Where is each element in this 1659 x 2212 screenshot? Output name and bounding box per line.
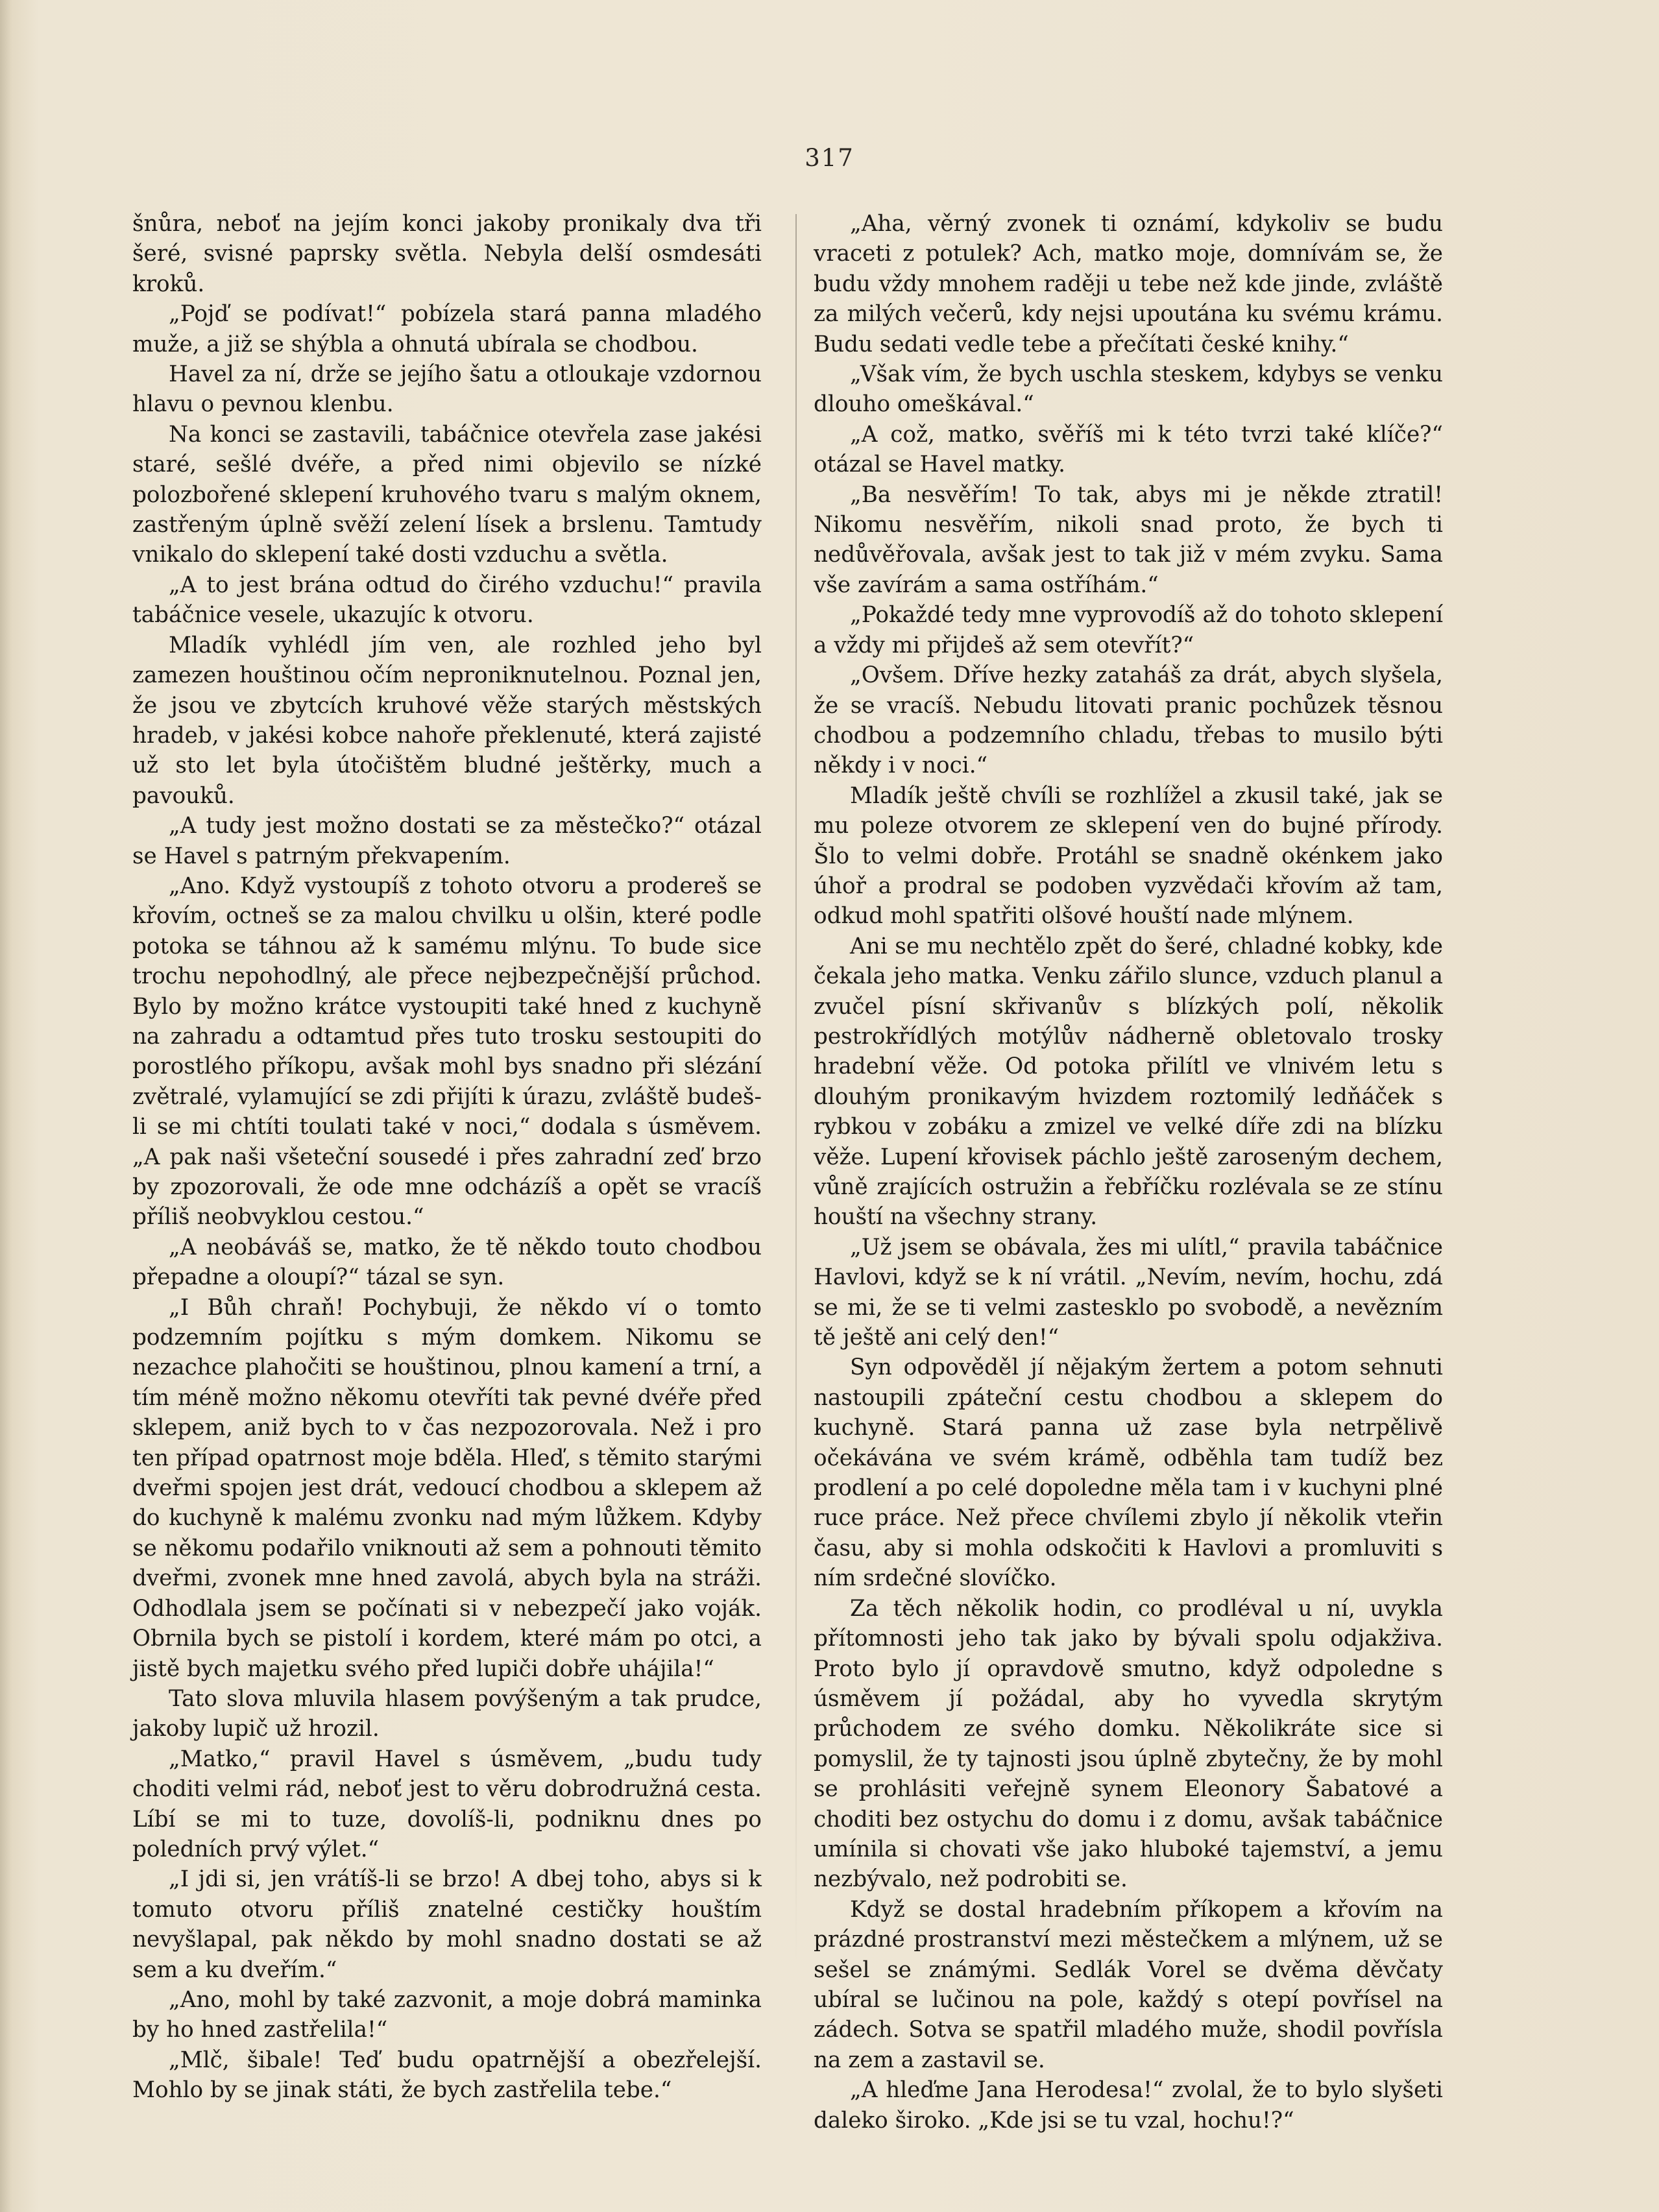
- paragraph: Ani se mu nechtělo zpět do šeré, chladné kobky, kde čekala jeho matka. Venku zářilo slunce, vzduch planul a zvučel písní skřivanův s blízkých polí, několik pestrokřídlých motýlův nádherně obletovalo trosky hradební věže. Od potoka přilítl ve vlnivém letu s dlouhým pronikavým hvizdem roztomilý ledňáček s rybkou v zobáku a zmizel ve velké díře zdi na blízku věže. Lupení křovisek páchlo ještě zaroseným dechem, vůně zrajících ostružin a řebříčku rozlévala se ze stínu houští na všechny strany.: [814, 933, 1443, 1231]
- paragraph: „Však vím, že bych uschla steskem, kdybys se venku dlouho omeškával.“: [814, 361, 1443, 418]
- paragraph: „Ba nesvěřím! To tak, abys mi je někde ztratil! Nikomu nesvěřím, nikoli snad proto, že bych ti nedůvěřovala, avšak jest to tak již v mém zvyku. Sama vše zavírám a sama ostříhám.“: [814, 481, 1443, 598]
- paragraph: Syn odpověděl jí nějakým žertem a potom sehnuti nastoupili zpáteční cestu chodbou a sklepem do kuchyně. Stará panna už zase byla netrpělivě očekávána ve svém krámě, odběhla tam tudíž bez prodlení a po celé dopoledne měla tam i v kuchyni plné ruce práce. Než přece chvílemi zbylo jí několik vteřin času, aby si mohla odskočiti k Havlovi a promluviti s ním srdečné slovíčko.: [814, 1354, 1443, 1592]
- right-text-column: [814, 209, 1443, 2135]
- paragraph: „A hleďme Jana Herodesa!“ zvolal, že to bylo slyšeti daleko široko. „Kde jsi se tu vzal, hochu!?“: [814, 2077, 1443, 2134]
- paragraph: „Ovšem. Dříve hezky zataháš za drát, abych slyšela, že se vracíš. Nebudu litovati pranic pochůzek těsnou chodbou a podzemního chladu, třebas to musilo býti někdy i v noci.“: [814, 662, 1443, 779]
- paragraph: „I jdi si, jen vrátíš-li se brzo! A dbej toho, abys si k tomuto otvoru příliš znatelné cestičky houštím nevyšlapal, pak někdo by mohl snadno dostati se až sem a ku dveřím.“: [132, 1866, 762, 1983]
- paragraph: „A neobáváš se, matko, že tě někdo touto chodbou přepadne a oloupí?“ tázal se syn.: [132, 1234, 762, 1291]
- paragraph: „Ano. Když vystoupíš z tohoto otvoru a prodereš se křovím, octneš se za malou chvilku u olšin, které podle potoka se táhnou až k samému mlýnu. To bude sice trochu nepohodlný, ale přece nejbezpečnější průchod. Bylo by možno krátce vystoupiti také hned z kuchyně na zahradu a odtamtud přes tuto trosku sestoupiti do porostlého příkopu, avšak mohl bys snadno při slézání zvětralé, vylamující se zdi přijíti k úrazu, zvláště budeš-li se mi chtíti toulati také v noci,“ dodala s úsměvem. „A pak naši všeteční sousedé i přes zahradní zeď brzo by zpozorovali, že ode mne odcházíš a opět se vracíš příliš neobvyklou cestou.“: [132, 872, 762, 1231]
- paragraph: „Pojď se podívat!“ pobízela stará panna mladého muže, a již se shýbla a ohnutá ubírala se chodbou.: [132, 301, 762, 357]
- paragraph: Když se dostal hradebním příkopem a křovím na prázdné prostranství mezi městečkem a mlýnem, už se sešel se známými. Sedlák Vorel se dvěma děvčaty ubíral se lučinou na pole, každý s otepí povřísel na zádech. Sotva se spatřil mladého muže, shodil povřísla na zem a zastavil se.: [814, 1896, 1443, 2073]
- paragraph: Tato slova mluvila hlasem povýšeným a tak prudce, jakoby lupič už hrozil.: [132, 1685, 762, 1742]
- paragraph: „Pokaždé tedy mne vyprovodíš až do tohoto sklepení a vždy mi přijdeš až sem otevřít?“: [814, 602, 1443, 658]
- page-number: 317: [805, 144, 854, 172]
- column-divider: [795, 214, 797, 1966]
- left-text-column: [132, 209, 762, 2106]
- paragraph: „A to jest brána odtud do čirého vzduchu!“ pravila tabáčnice vesele, ukazujíc k otvoru.: [132, 571, 762, 629]
- paragraph: „Už jsem se obávala, žes mi ulítl,“ pravila tabáčnice Havlovi, když se k ní vrátil. „Nevím, nevím, hochu, zdá se mi, že se ti velmi zastesklo po svobodě, a nevězním tě ještě ani celý den!“: [814, 1234, 1443, 1351]
- paragraph: šnůra, neboť na jejím konci jakoby pronikaly dva tři šeré, svisné paprsky světla. Nebyla delší osmdesáti kroků.: [132, 211, 762, 297]
- paragraph: Na konci se zastavili, tabáčnice otevřela zase jakési staré, sešlé dvéře, a před nimi objevilo se nízké polozbořené sklepení kruhového tvaru s malým oknem, zastřeným úplně svěží zelení lísek a brslenu. Tamtudy vnikalo do sklepení také dosti vzduchu a světla.: [132, 421, 762, 568]
- paragraph: „Mlč, šibale! Teď budu opatrnější a obezřelejší. Mohlo by se jinak státi, že bych zastřelila tebe.“: [132, 2047, 762, 2104]
- paragraph: „I Bůh chraň! Pochybuji, že někdo ví o tomto podzemním pojítku s mým domkem. Nikomu se nezachce plahočiti se houštinou, plnou kamení a trní, a tím méně možno někomu otevříti tak pevné dvéře před sklepem, aniž bych to v čas nezpozorovala. Než i pro ten případ opatrnost moje bděla. Hleď, s těmito starými dveřmi spojen jest drát, vedoucí chodbou a sklepem až do kuchyně k malému zvonku nad mým lůžkem. Kdyby se někomu podařilo vniknouti až sem a pohnouti těmito dveřmi, zvonek mne hned zavolá, abych byla na stráži. Odhodlala jsem se počínati si v nebezpečí jako voják. Obrnila bych se pistolí i kordem, které mám po otci, a jistě bych majetku svého před lupiči dobře uhájila!“: [132, 1294, 762, 1682]
- paragraph: „Matko,“ pravil Havel s úsměvem, „budu tudy choditi velmi rád, neboť jest to věru dobrodružná cesta. Líbí se mi to tuze, dovolíš-li, podniknu dnes po poledních prvý výlet.“: [132, 1746, 762, 1862]
- paragraph: „A tudy jest možno dostati se za městečko?“ otázal se Havel s patrným překvapením.: [132, 813, 762, 869]
- paragraph: „Ano, mohl by také zazvonit, a moje dobrá maminka by ho hned zastřelila!“: [132, 1986, 762, 2043]
- paragraph: „A což, matko, svěříš mi k této tvrzi také klíče?“ otázal se Havel matky.: [814, 421, 1443, 478]
- paragraph: Mladík ještě chvíli se rozhlížel a zkusil také, jak se mu poleze otvorem ze sklepení ven do bujné přírody. Šlo to velmi dobře. Protáhl se snadně okénkem jako úhoř a prodral se podoben vyzvědači křovím až tam, odkud mohl spatřiti olšové houští nade mlýnem.: [814, 782, 1443, 930]
- paragraph: Havel za ní, drže se jejího šatu a otloukaje vzdornou hlavu o pevnou klenbu.: [132, 361, 762, 418]
- paragraph: Mladík vyhlédl jím ven, ale rozhled jeho byl zamezen houštinou očím neproniknutelnou. Poznal jen, že jsou ve zbytcích kruhové věže starých městských hradeb, v jakési kobce nahoře překlenuté, která zajisté už sto let byla útočištěm bludné ještěrky, much a pavouků.: [132, 632, 762, 809]
- paragraph: Za těch několik hodin, co prodléval u ní, uvykla přítomnosti jeho tak jako by bývali spolu odjakživa. Proto bylo jí opravdově smutno, když odpoledne s úsměvem jí požádal, aby ho vyvedla skrytým průchodem ze svého domku. Několikráte sice si pomyslil, že ty tajnosti jsou úplně zbytečny, že by mohl se prohlásiti veřejně synem Eleonory Šabatové a choditi bez ostychu do domu i z domu, avšak tabáčnice umínila si chovati vše jako hluboké tajemství, a jemu nezbývalo, než podrobiti se.: [814, 1595, 1443, 1893]
- paragraph: „Aha, věrný zvonek ti oznámí, kdykoliv se budu vraceti z potulek? Ach, matko moje, domnívám se, že budu vždy mnohem raději u tebe než kde jinde, zvláště za milých večerů, kdy nejsi upoutána ku svému krámu. Budu sedati vedle tebe a přečítati české knihy.“: [814, 211, 1443, 357]
